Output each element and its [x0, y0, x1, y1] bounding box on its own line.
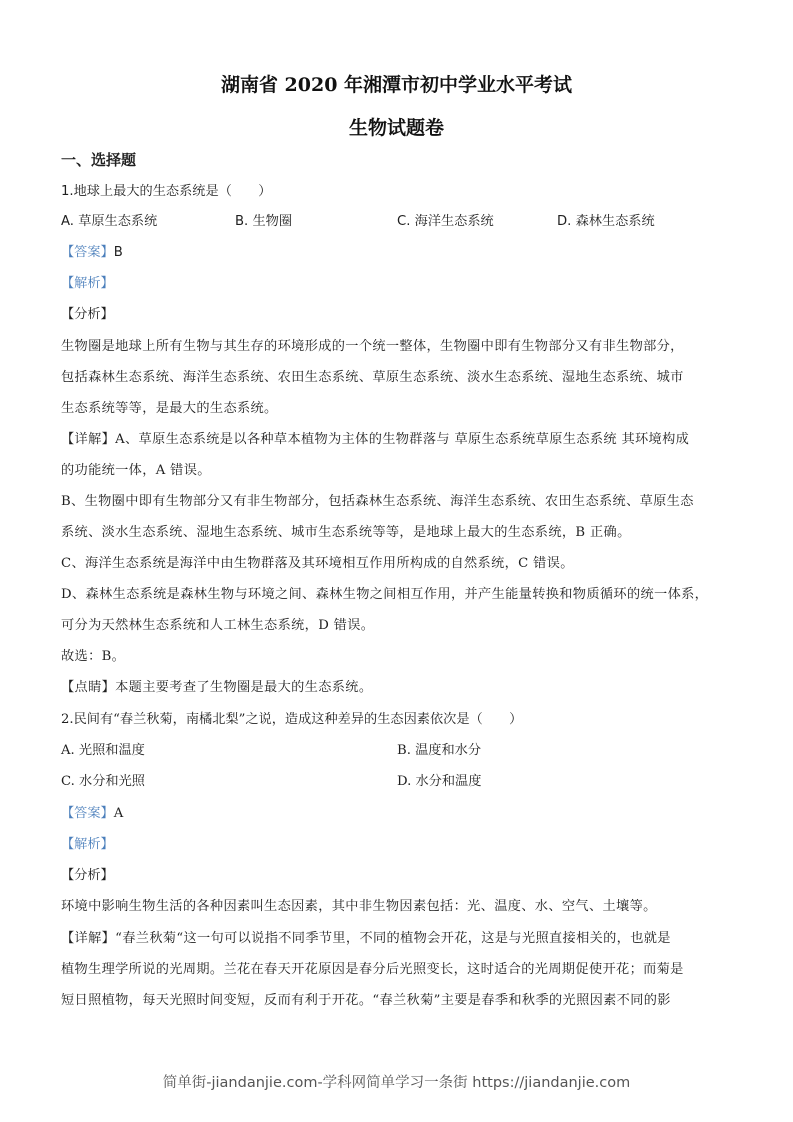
answer-value: A	[113, 806, 124, 821]
document-title: 湖南省 2020 年湘潭市初中学业水平考试	[220, 74, 573, 96]
detail-text: 系统、淡水生态系统、湿地生态系统、城市生态系统等等，是地球上最大的生态系统，B 正确。	[61, 525, 631, 540]
option-text: 海洋生态系统	[414, 214, 494, 229]
analysis-tag: 【解析】	[61, 276, 114, 291]
fenxi-text: 包括森林生态系统、海洋生态系统、农田生态系统、草原生态系统、淡水生态系统、湿地生态系统、城市	[61, 370, 684, 385]
option-c	[61, 773, 145, 791]
option-b	[235, 213, 292, 231]
detail-text: C、海洋生态系统是海洋中由生物群落及其环境相互作用所构成的自然系统，C 错误。	[61, 556, 574, 571]
option-d	[557, 213, 655, 231]
option-label: A.	[61, 214, 74, 229]
option-label: D.	[557, 214, 572, 229]
answer-tag: 【答案】	[61, 245, 114, 260]
answer-tag: 【答案】	[61, 806, 114, 821]
section-heading: 一、选择题	[61, 151, 137, 169]
option-text: 水分和温度	[415, 774, 482, 789]
answer-row	[61, 244, 123, 262]
detail-text: 可分为天然林生态系统和人工林生态系统，D 错误。	[61, 618, 375, 633]
option-label: D.	[397, 774, 412, 789]
option-b	[397, 742, 481, 760]
question-stem: 1.地球上最大的生态系统是（ ）	[61, 184, 272, 199]
option-c	[397, 213, 494, 231]
option-label: C.	[61, 774, 75, 789]
option-d	[397, 773, 481, 791]
detail-text: 故选：B。	[61, 649, 126, 664]
detail-text: 【详解】“春兰秋菊“这一句可以说指不同季节里，不同的植物会开花，这是与光照直接相关的，也就是	[61, 931, 671, 946]
option-text: 森林生态系统	[575, 214, 655, 229]
detail-text: 【详解】A、草原生态系统是以各种草本植物为主体的生物群落与 草原生态系统草原生态系统 其环境构成	[61, 432, 690, 447]
option-label: C.	[397, 214, 411, 229]
option-text: 水分和光照	[79, 774, 145, 789]
answer-row	[61, 805, 123, 823]
option-text: 生物圈	[252, 214, 293, 229]
detail-text: B、生物圈中即有生物部分又有非生物部分，包括森林生态系统、海洋生态系统、农田生态系统、草原生态	[61, 494, 694, 509]
detail-text: 短日照植物，每天光照时间变短，反而有利于开花。“春兰秋菊”主要是春季和秋季的光照因素不同的影	[61, 993, 671, 1008]
fenxi-text: 生态系统等等，是最大的生态系统。	[61, 401, 278, 416]
option-a	[61, 213, 157, 231]
option-a	[61, 742, 145, 760]
fenxi-tag: 【分析】	[61, 307, 114, 322]
fenxi-text: 环境中影响生物生活的各种因素叫生态因素，其中非生物因素包括：光、温度、水、空气、土壤等。	[61, 899, 657, 914]
detail-text: 植物生理学所说的光周期。兰花在春天开花原因是春分后光照变长，这时适合的光周期促使开花；而菊是	[61, 962, 684, 977]
option-text: 温度和水分	[415, 743, 482, 758]
option-label: B.	[397, 743, 411, 758]
option-text: 光照和温度	[78, 743, 145, 758]
question-stem: 2.民间有“春兰秋菊，南橘北梨”之说，造成这种差异的生态因素依次是（ ）	[61, 712, 523, 727]
option-label: A.	[61, 743, 75, 758]
option-label: B.	[235, 214, 249, 229]
answer-value: B	[113, 245, 123, 260]
document-subtitle: 生物试题卷	[348, 117, 444, 139]
detail-text: 的功能统一体，A 错误。	[61, 463, 211, 478]
fenxi-tag: 【分析】	[61, 868, 114, 883]
detail-text: 【点睛】本题主要考查了生物圈是最大的生态系统。	[61, 680, 373, 695]
footer-watermark: 简单街-jiandanjie.com-学科网简单学习一条街 https://jiandanjie.com	[162, 1075, 631, 1091]
analysis-tag: 【解析】	[61, 837, 114, 852]
fenxi-text: 生物圈是地球上所有生物与其生存的环境形成的一个统一整体，生物圈中即有生物部分又有非生物部分，	[61, 339, 684, 354]
detail-text: D、森林生态系统是森林生物与环境之间、森林生物之间相互作用，并产生能量转换和物质循环的统一体系，	[61, 587, 709, 602]
option-text: 草原生态系统	[78, 214, 158, 229]
